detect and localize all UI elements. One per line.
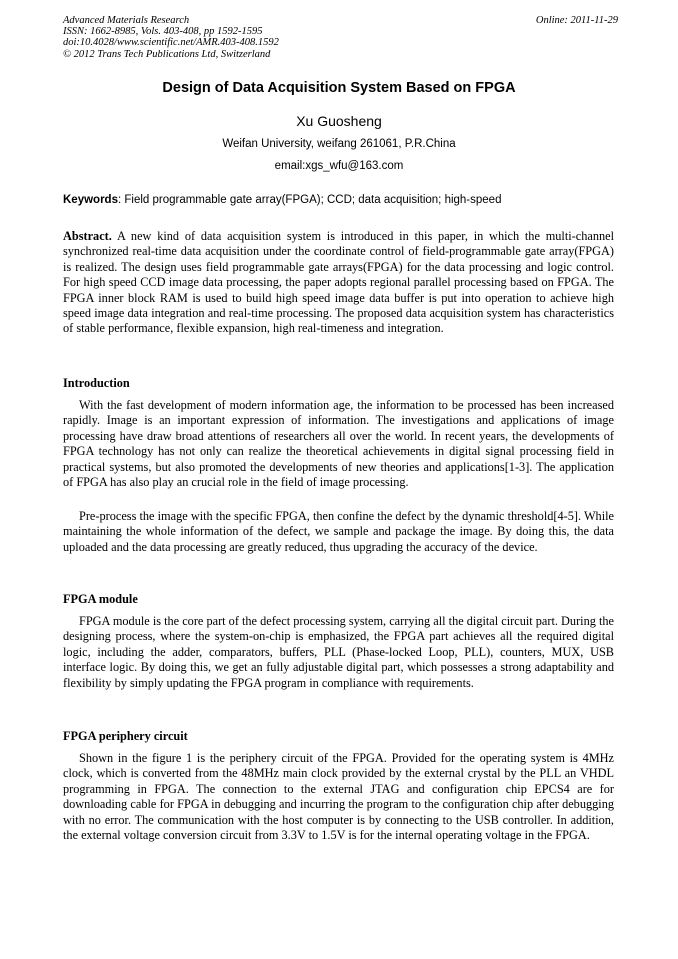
author-email: email:xgs_wfu@163.com (274, 160, 404, 172)
doi-line: doi:10.4028/www.scientific.net/AMR.403-408.1592 (63, 37, 279, 49)
affiliation: Weifan University, weifang 261061, P.R.China (222, 138, 456, 150)
journal-name: Advanced Materials Research (63, 15, 190, 26)
author-name: Xu Guosheng (296, 113, 382, 129)
keywords-text: : Field programmable gate array(FPGA); CCD; data acquisition; high-speed (117, 194, 502, 206)
section-heading-fpga-periphery: FPGA periphery circuit (63, 729, 188, 743)
copyright-line: © 2012 Trans Tech Publications Ltd, Switzerland (63, 48, 271, 60)
issn-line: ISSN: 1662-8985, Vols. 403-408, pp 1592-1595 (63, 26, 263, 38)
abstract (63, 229, 614, 337)
paper-title: Design of Data Acquisition System Based on FPGA (162, 80, 516, 96)
keywords-label: Keywords (63, 194, 118, 206)
section-heading-fpga-module: FPGA module (63, 592, 138, 606)
keywords (63, 194, 623, 206)
abstract-label: Abstract. (63, 229, 112, 243)
introduction-paragraph-2: Pre-process the image with the specific FPGA, then confine the defect by the dynamic threshold[4-5]. While maintaining the whole information of the defect, we sample and package the image. By doing this, the data uploaded and the data processing are greatly reduced, thus upgrading the accuracy of the device. (63, 509, 614, 554)
online-date: Online: 2011-11-29 (535, 15, 618, 26)
abstract-text: A new kind of data acquisition system is introduced in this paper, in which the multi-channel synchronized real-time data acquisition under the coordinate control of field-programmable gate array(FPGA) is realized. The design uses field programmable gate arrays(FPGA) for the data processing and logic control. For high speed CCD image data processing, the paper adopts regional parallel processing based on FPGA. The FPGA inner block RAM is used to build high speed image data buffer is put into operation to achieve high speed image data integration and real-time processing. The proposed data acquisition system has characteristics of stable performance, flexible expansion, high real-timeness and integration. (63, 229, 614, 336)
fpga-module-paragraph: FPGA module is the core part of the defect processing system, carrying all the digital circuit part. During the designing process, where the system-on-chip is emphasized, the FPGA part achieves all the required digital logic, including the adder, comparators, buffers, PLL (Phase-locked Loop, PLL), counters, MUX, USB interface logic. By doing this, we get an fully adjustable digital part, which possesses a strong adaptability and flexibility by simply updating the FPGA program in compliance with requirements. (63, 614, 614, 690)
section-heading-introduction: Introduction (63, 376, 130, 390)
introduction-paragraph-1: With the fast development of modern information age, the information to be processed has been increased rapidly. Image is an important expression of information. The investigations and applications of image processing have draw broad attentions of researchers all over the world. In recent years, the developments of FPGA technology has not only can realize the theoretical achievements in digital signal processing field in practical systems, but also promoted the developments of new theories and applications[1-3]. The application of FPGA has also play an crucial role in the field of image processing. (63, 398, 614, 490)
publication-header (63, 15, 618, 60)
fpga-periphery-paragraph: Shown in the figure 1 is the periphery circuit of the FPGA. Provided for the operating system is 4MHz clock, which is converted from the 48MHz main clock provided by the external crystal by the PLL an VHDL programming in FPGA. The connection to the external JTAG and configuration chip EPCS4 are for downloading cable for FPGA in debugging and incurring the program to the configuration chip after debugging with no error. The communication with the host computer is by connecting to the USB controller. In addition, the external voltage conversion circuit from 3.3V to 1.5V is for the internal operating voltage in the FPGA. (63, 751, 614, 843)
